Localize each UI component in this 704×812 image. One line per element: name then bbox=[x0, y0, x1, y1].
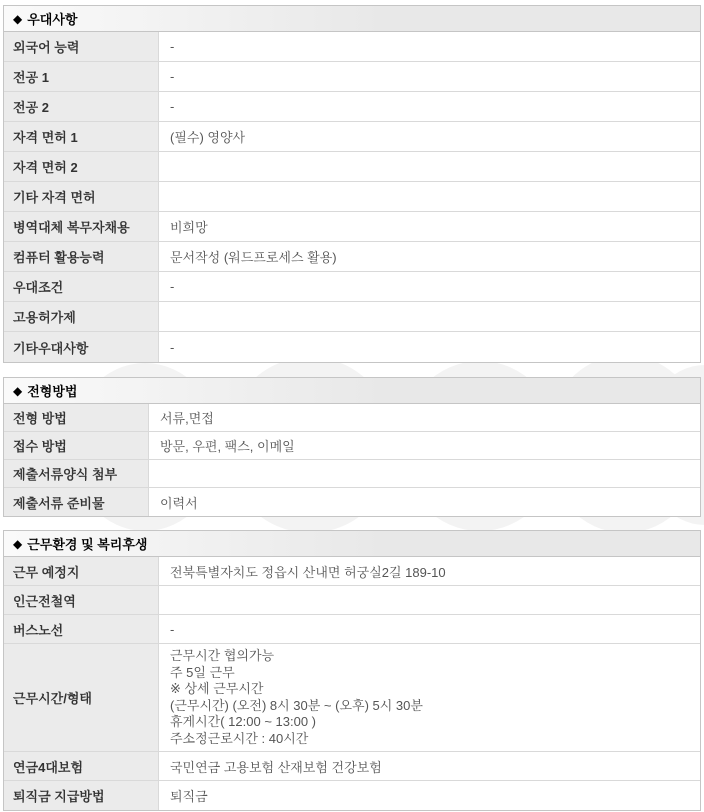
diamond-bullet-icon: ◆ bbox=[13, 536, 23, 551]
row-value: - bbox=[170, 99, 175, 114]
row-label: 버스노선 bbox=[4, 615, 159, 643]
table-row bbox=[4, 92, 700, 122]
value-line: 근무시간 협의가능 bbox=[170, 648, 275, 663]
row-label: 외국어 능력 bbox=[4, 32, 159, 61]
info-table-section bbox=[3, 530, 701, 811]
table-row bbox=[4, 460, 700, 488]
table-row bbox=[4, 152, 700, 182]
table-row bbox=[4, 488, 700, 516]
table-row bbox=[4, 557, 700, 586]
section-header bbox=[4, 531, 700, 557]
job-posting-detail-tables bbox=[0, 5, 704, 811]
section-title: 전형방법 bbox=[27, 384, 78, 399]
row-value bbox=[159, 586, 700, 614]
table-row bbox=[4, 32, 700, 62]
row-label: 인근전철역 bbox=[4, 586, 159, 614]
row-label: 연금4대보험 bbox=[4, 752, 159, 780]
row-value: - bbox=[170, 621, 175, 637]
row-label: 고용허가제 bbox=[4, 302, 159, 331]
row-value bbox=[159, 302, 700, 331]
section-rows bbox=[4, 404, 700, 516]
row-label: 접수 방법 bbox=[4, 432, 149, 459]
info-table-section bbox=[3, 377, 701, 517]
table-row bbox=[4, 586, 700, 615]
table-row bbox=[4, 302, 700, 332]
table-row bbox=[4, 615, 700, 644]
row-label: 전공 1 bbox=[4, 62, 159, 91]
table-row bbox=[4, 182, 700, 212]
row-value: 이력서 bbox=[160, 495, 198, 511]
row-value: - bbox=[170, 39, 175, 54]
diamond-bullet-icon: ◆ bbox=[13, 383, 23, 398]
section-title: 근무환경 및 복리후생 bbox=[27, 537, 148, 552]
table-row bbox=[4, 242, 700, 272]
row-label: 기타 자격 면허 bbox=[4, 182, 159, 211]
row-value bbox=[159, 182, 700, 211]
value-line: 주 5일 근무 bbox=[170, 664, 235, 680]
row-value: 국민연금 고용보험 산재보험 건강보험 bbox=[170, 759, 382, 775]
section-rows bbox=[4, 557, 700, 810]
table-row bbox=[4, 332, 700, 362]
table-row bbox=[4, 62, 700, 92]
row-value bbox=[159, 152, 700, 181]
row-label: 근무 예정지 bbox=[4, 557, 159, 585]
row-value bbox=[159, 644, 700, 751]
diamond-bullet-icon: ◆ bbox=[13, 11, 23, 26]
table-row bbox=[4, 432, 700, 460]
section-header bbox=[4, 6, 700, 32]
row-label: 우대조건 bbox=[4, 272, 159, 301]
row-label: 제출서류 준비물 bbox=[4, 488, 149, 516]
row-value bbox=[149, 460, 700, 487]
table-row bbox=[4, 122, 700, 152]
table-row bbox=[4, 644, 700, 752]
row-label: 전공 2 bbox=[4, 92, 159, 121]
row-value: - bbox=[170, 69, 175, 84]
value-line: 주소정근로시간 : 40시간 bbox=[170, 730, 309, 746]
row-value: - bbox=[170, 339, 175, 355]
value-line: 휴게시간( 12:00 ~ 13:00 ) bbox=[170, 714, 316, 729]
table-row bbox=[4, 404, 700, 432]
row-value: 문서작성 (워드프로세스 활용) bbox=[170, 250, 337, 265]
row-label: 퇴직금 지급방법 bbox=[4, 781, 159, 810]
row-label: 컴퓨터 활용능력 bbox=[4, 242, 159, 271]
table-row bbox=[4, 212, 700, 242]
section-header bbox=[4, 378, 700, 404]
value-line: ※ 상세 근무시간 bbox=[170, 681, 264, 696]
row-label: 제출서류양식 첨부 bbox=[4, 460, 149, 487]
table-row bbox=[4, 272, 700, 302]
row-value: (필수) 영양사 bbox=[170, 130, 246, 145]
row-value: 서류,면접 bbox=[160, 411, 214, 426]
section-rows bbox=[4, 32, 700, 362]
row-value: - bbox=[170, 279, 175, 294]
table-row bbox=[4, 752, 700, 781]
table-row bbox=[4, 781, 700, 810]
row-value: 퇴직금 bbox=[170, 789, 208, 804]
row-value: 방문, 우편, 팩스, 이메일 bbox=[160, 439, 295, 454]
value-line: (근무시간) (오전) 8시 30분 ~ (오후) 5시 30분 bbox=[170, 697, 423, 713]
section-title: 우대사항 bbox=[27, 12, 78, 27]
row-value: 전북특별자치도 정읍시 산내면 허궁실2길 189-10 bbox=[170, 564, 446, 580]
info-table-section bbox=[3, 5, 701, 363]
row-label: 기타우대사항 bbox=[4, 332, 159, 362]
row-label: 자격 면허 1 bbox=[4, 122, 159, 151]
row-label: 전형 방법 bbox=[4, 404, 149, 431]
row-value: 비희망 bbox=[170, 220, 208, 235]
row-label: 병역대체 복무자채용 bbox=[4, 212, 159, 241]
row-label: 근무시간/형태 bbox=[4, 644, 159, 751]
row-label: 자격 면허 2 bbox=[4, 152, 159, 181]
